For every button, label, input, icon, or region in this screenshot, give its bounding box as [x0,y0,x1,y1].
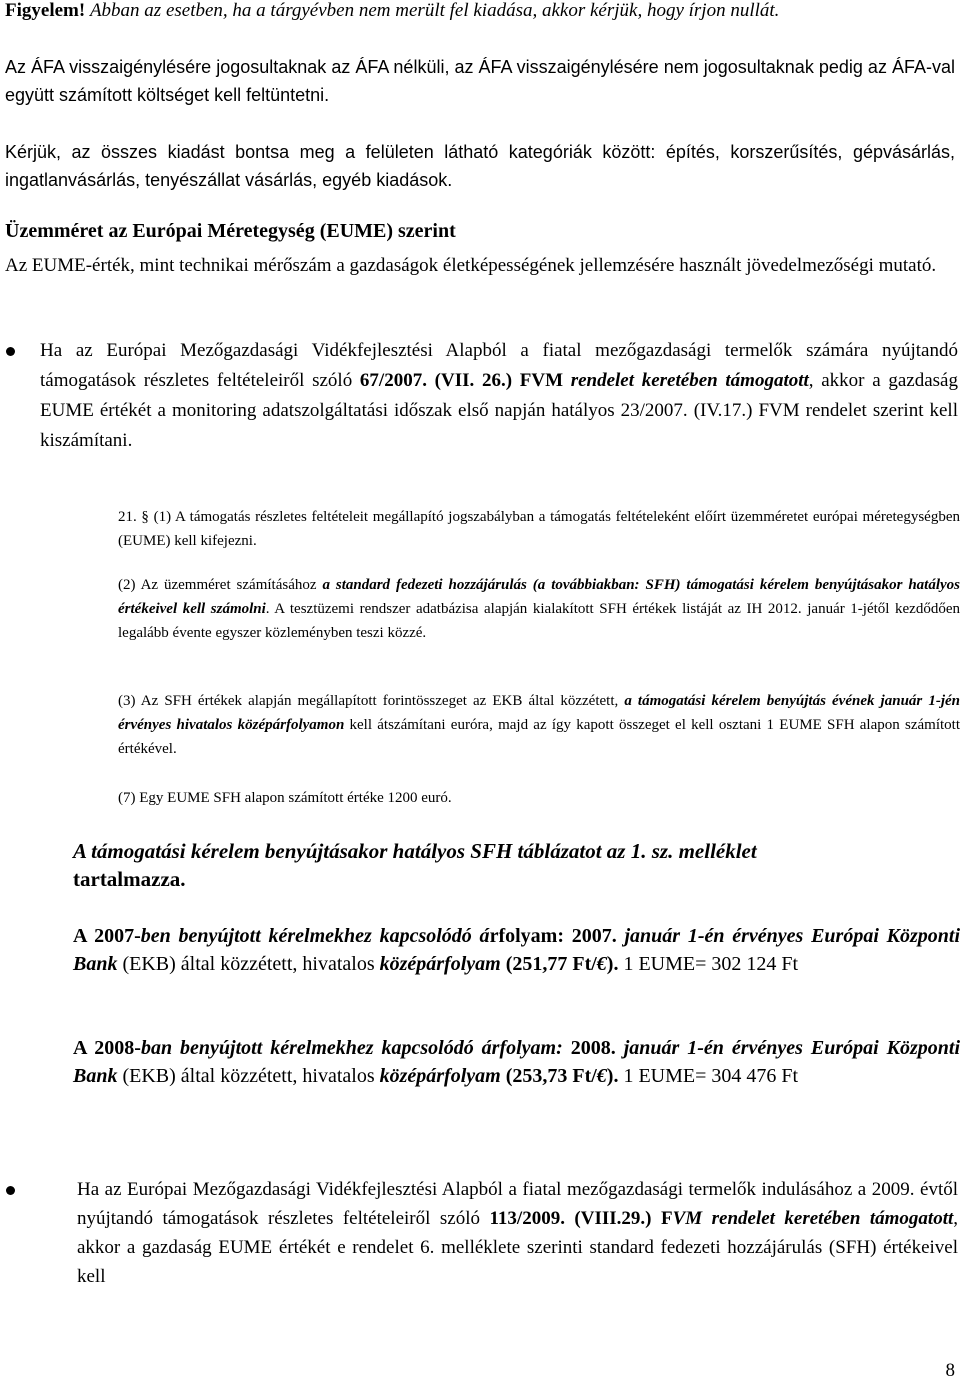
section-21-p1: 21. § (1) A támogatás részletes feltételeit megállapító jogszabályban a támogatás feltételeként előírt üzemméretet európai méretegységben (EUME) kell kifejezni. [118,509,960,549]
page-number: 8 [945,1360,955,1381]
rate-2008-paragraph [73,1034,960,1090]
rate-2007-b: ben benyújtott kérelmekhez kapcsolódó á [140,925,490,947]
sfh-heading-annex: melléklet [678,839,757,863]
bullet-2-text [77,1175,958,1291]
eume-heading: Üzemméret az Európai Méretegység (EUME) szerint [5,220,456,242]
rate-2008-a: A 2008- [73,1037,141,1059]
notice-paragraph [5,0,955,25]
bullet-1-rest: , akkor a gazdaság EUME értékét a monitoring adatszolgáltatási időszak első napján hatályos 23/2007. (IV.17.) FVM rendelet szerint kell kiszámítani. [40,370,958,451]
rate-2007-f: középárfolyam [379,953,501,975]
bullet-2-rest: , akkor a gazdaság EUME értékét e rendelet 6. melléklete szerinti standard fedezeti hozzájárulás (SFH) értékeivel kell [77,1208,958,1287]
rate-2008-h: € [596,1065,607,1087]
section-21-p3 [118,689,960,761]
sfh-heading-main: A támogatási kérelem benyújtásakor hatályos SFH táblázatot az 1. sz. [73,839,674,863]
bullet-item-2 [77,1175,958,1291]
rate-2008-i: ). [606,1065,619,1087]
rate-2007-d: január 1-én érvényes Európai Központi Bank [73,925,960,975]
section-21-p2 [118,573,960,645]
p2-start: (2) Az üzemméret számításához [118,577,323,593]
eume-paragraph: Az EUME-érték, mint technikai mérőszám a gazdaságok életképességének jellemzésére használt jövedelmezőségi mutató. [5,255,937,276]
p3-emphasis: a támogatási kérelem benyújtás évének január 1-jén érvényes hivatalos középárfolyamon [118,693,960,733]
decree-fvm: FVM [512,370,571,391]
rate-2008-f: középárfolyam [379,1065,501,1087]
rate-2007-e: (EKB) által közzétett, hivatalos [117,953,380,975]
bullet-dot-icon [6,1186,15,1195]
rate-2008-b: ban benyújtott kérelmekhez kapcsolódó árfolyam: [140,1037,563,1059]
bullet-1-text [40,336,958,456]
rate-2008-e: (EKB) által közzétett, hivatalos [117,1065,380,1087]
notice-text: Abban az esetben, ha a tárgyévben nem merült fel kiadása, akkor kérjük, hogy írjon nullát. [89,0,780,21]
section-21-p7: (7) Egy EUME SFH alapon számított értéke 1200 euró. [118,790,452,806]
bullet-dot-icon [6,347,15,356]
p3-end: kell átszámítani euróra, majd az így kapott összeget el kell osztani 1 EUME SFH alapon számított értékével. [118,717,960,757]
sfh-heading-end: tartalmazza. [73,867,186,891]
rate-2007-h: € [596,953,607,975]
rate-2007-j: 1 EUME= 302 124 Ft [618,953,799,975]
decree-2-number: 113/2009. (VIII.29.) [489,1208,652,1229]
rate-2008-c: 2008. [562,1037,624,1059]
sfh-heading [73,837,960,893]
p2-end: . A tesztüzemi rendszer adatbázisa alapján kialakított SFH értékek listáját az IH 2012. január 1-jétől kezdődően legalább évente egyszer közleményben teszi közzé. [118,601,960,641]
rate-2007-c: rfolyam: 2007. [489,925,625,947]
decree-emphasis: rendelet keretében támogatott [570,370,809,391]
decree-2-f: F [651,1208,673,1229]
bullet-2-part: Ha az Európai Mezőgazdasági Vidékfejlesztési Alapból a fiatal mezőgazdasági termelők indulásához a 2009. évtől nyújtandó támogatások részletes feltételeiről szóló [77,1179,958,1229]
vat-paragraph: Az ÁFA visszaigénylésére jogosultaknak az ÁFA nélküli, az ÁFA visszaigénylésére nem jogosultaknak pedig az ÁFA-val együtt számított költséget kell feltüntetni. [5,57,955,105]
bullet-1-part: Ha az Európai Mezőgazdasági Vidékfejlesztési Alapból a fiatal mezőgazdasági termelők számára nyújtandó támogatások részletes feltételeiről szóló [40,340,958,391]
p3-start: (3) Az SFH értékek alapján megállapított forintösszeget az EKB által közzétett, [118,693,625,709]
rate-2008-d: január 1-én érvényes Európai Központi Bank [73,1037,960,1087]
p2-emphasis: a standard fedezeti hozzájárulás (a továbbiakban: SFH) támogatási kérelem benyújtásakor hatályos értékeivel kell számolni [118,577,960,617]
notice-label: Figyelem! [5,0,86,21]
breakdown-paragraph: Kérjük, az összes kiadást bontsa meg a felületen látható kategóriák között: építés, korszerűsítés, gépvásárlás, ingatlanvásárlás, tenyészállat vásárlás, egyéb kiadások. [5,142,955,190]
rate-2007-a: A 2007- [73,925,141,947]
rate-2007-g: (251,77 Ft/ [500,953,597,975]
rate-2008-g: (253,73 Ft/ [500,1065,597,1087]
bullet-item-1 [40,336,958,456]
rate-2008-j: 1 EUME= 304 476 Ft [618,1065,799,1087]
decree-2-emphasis: VM rendelet keretében támogatott [672,1208,954,1229]
decree-number: 67/2007. (VII. 26.) [359,370,513,391]
rate-2007-i: ). [606,953,619,975]
rate-2007-paragraph [73,922,960,978]
